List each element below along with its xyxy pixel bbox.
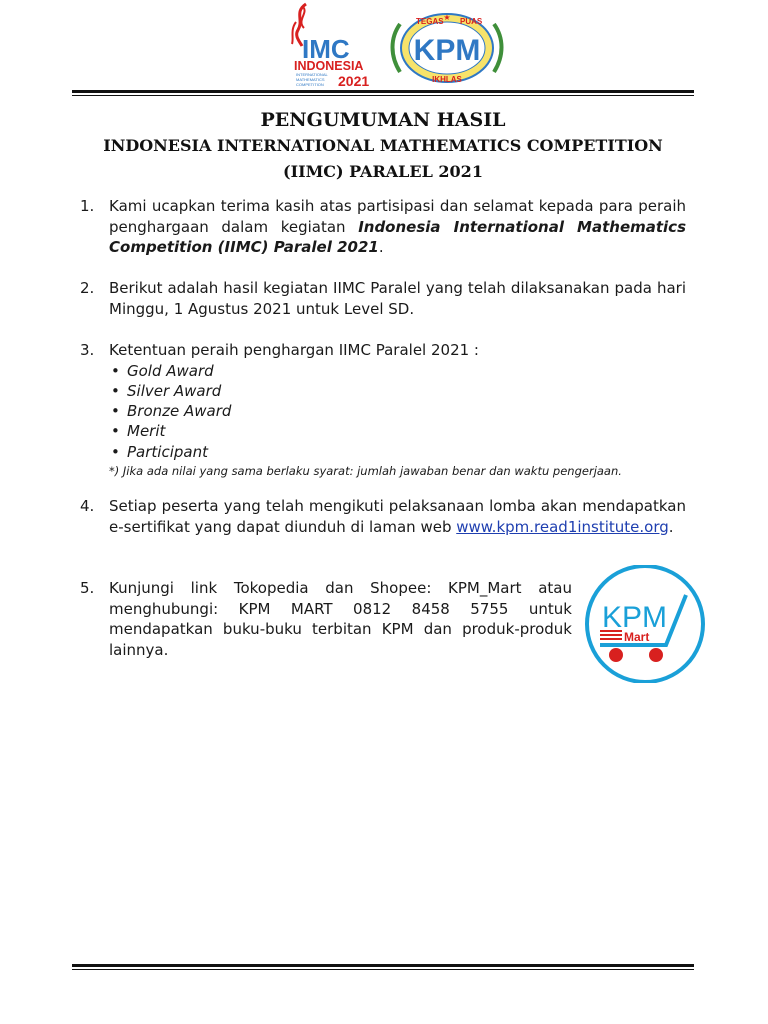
iimc-logo-sub2: MATHEMATICS (296, 77, 325, 82)
iimc-logo-sub3: COMPETITION (296, 82, 324, 87)
iimc-logo-sub1: INTERNATIONAL (296, 72, 328, 77)
list-item-2 (80, 278, 686, 319)
list-item-3 (80, 340, 686, 480)
item-text: Kami ucapkan terima kasih atas partisipasi dan selamat kepada para peraih penghargaan dalam kegiatan Indonesia International Mathematics Competition (IIMC) Paralel 2021. (109, 197, 687, 256)
kpm-logo (386, 8, 508, 88)
award-participant: • Participant (109, 442, 686, 462)
item-text: Ketentuan peraih penghargan IIMC Paralel 2021 : (109, 341, 479, 359)
iimc-logo-main: IMC (302, 34, 350, 64)
award-bronze: • Bronze Award (109, 401, 686, 421)
iimc-logo-year: 2021 (338, 73, 370, 89)
website-link[interactable]: www.kpm.read1institute.org (456, 517, 669, 536)
item-text: Setiap peserta yang telah mengikuti pelaksanaan lomba akan mendapatkan e-sertifikat yang dapat diunduh di laman web www.kpm.read1institute.org. (109, 497, 686, 536)
kpm-logo-puas: PUAS (460, 17, 483, 26)
star-icon: ★ (443, 13, 451, 22)
item-text: Kunjungi link Tokopedia dan Shopee: KPM_Mart atau menghubungi: KPM MART 0812 8458 5755 untuk mendapatkan buku-buku terbitan KPM dan produk-produk lainnya. (109, 579, 572, 659)
kpm-mart-sub: Mart (624, 630, 650, 644)
footer-divider (72, 964, 694, 970)
event-name: Indonesia International Mathematics Competition (IIMC) Paralel 2021 (109, 217, 687, 256)
iimc-logo (284, 0, 384, 92)
kpm-logo-ikhlas: IKHLAS (432, 75, 462, 84)
item-number: 2. (80, 279, 95, 297)
header-divider (72, 90, 694, 96)
kpm-mart-text: KPM (602, 601, 668, 634)
tie-break-note: *) Jika ada nilai yang sama berlaku syarat: jumlah jawaban benar dan waktu pengerjaan. (109, 463, 622, 478)
iimc-logo-country: INDONESIA (294, 59, 364, 73)
item-number: 1. (80, 197, 95, 215)
award-merit: • Merit (109, 421, 686, 441)
cart-wheel-icon (649, 648, 663, 662)
item-number: 4. (80, 497, 95, 515)
award-silver: • Silver Award (109, 381, 686, 401)
award-list (109, 361, 686, 462)
list-item-5 (80, 578, 572, 660)
item-number: 5. (80, 579, 95, 597)
kpm-logo-text: KPM (413, 34, 481, 67)
kpm-mart-logo (582, 565, 708, 683)
title-line-2: (IIMC) PARALEL 2021 (283, 162, 483, 181)
title-line-1: INDONESIA INTERNATIONAL MATHEMATICS COMPETITION (103, 136, 663, 155)
cart-wheel-icon (609, 648, 623, 662)
award-gold: • Gold Award (109, 361, 686, 381)
kpm-logo-tegas: TEGAS (416, 17, 444, 26)
announcement-title (72, 107, 694, 185)
list-item-4 (80, 496, 686, 537)
title-main: PENGUMUMAN HASIL (260, 109, 506, 131)
item-text: Berikut adalah hasil kegiatan IIMC Paralel yang telah dilaksanakan pada hari Minggu, 1 Agustus 2021 untuk Level SD. (109, 279, 686, 318)
item-number: 3. (80, 341, 95, 359)
list-item-1 (80, 196, 686, 258)
